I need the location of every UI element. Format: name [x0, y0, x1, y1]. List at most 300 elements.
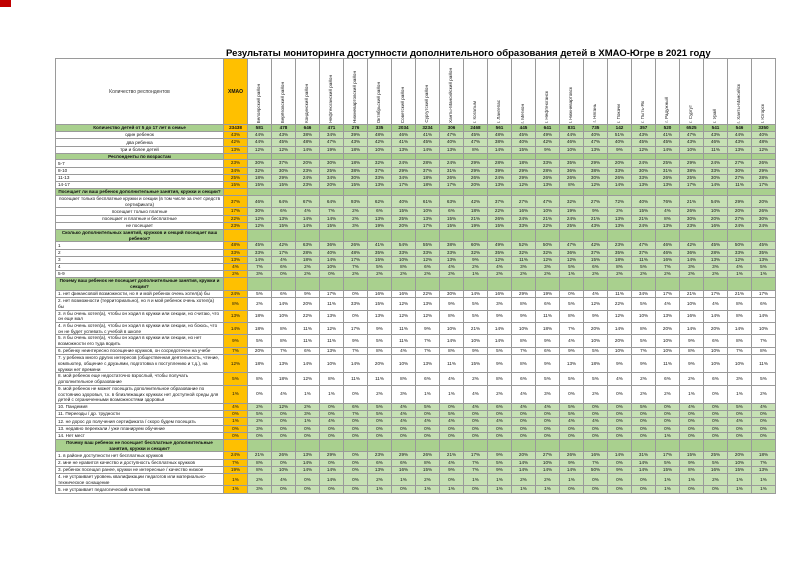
data-cell[interactable]: 51% [608, 132, 632, 139]
data-cell[interactable]: 18% [248, 323, 272, 335]
data-cell[interactable]: 9% [536, 335, 560, 347]
row-label[interactable]: 7. у ребенка много других интересов (общественная деятельность, чтение, компьютер, общение с друзьями, подготовка к поступлению и т.д.), на кружки нет времени [56, 355, 224, 373]
data-cell[interactable]: 20% [608, 335, 632, 347]
section-label[interactable]: Количество детей от 5 до 17 лет в семье [56, 125, 224, 132]
section-cell[interactable] [560, 278, 584, 290]
section-cell[interactable] [584, 153, 608, 160]
data-cell[interactable]: 4% [464, 404, 488, 411]
data-cell[interactable]: 2% [536, 473, 560, 485]
data-cell[interactable]: 45% [416, 139, 440, 146]
row-label[interactable]: два ребенка [56, 139, 224, 146]
data-cell[interactable]: 47% [464, 139, 488, 146]
data-cell[interactable]: 13% [656, 310, 680, 322]
section-cell[interactable] [512, 153, 536, 160]
section-cell[interactable]: 831 [560, 125, 584, 132]
data-cell[interactable]: 2% [512, 473, 536, 485]
data-cell[interactable]: 11% [752, 355, 776, 373]
data-cell[interactable]: 1% [224, 486, 248, 493]
data-cell[interactable]: 17% [416, 222, 440, 229]
corner-header-cell[interactable]: Количество респондентов [56, 59, 224, 125]
data-cell[interactable]: 26% [752, 208, 776, 215]
section-cell[interactable] [752, 230, 776, 242]
data-cell[interactable]: 0% [392, 425, 416, 432]
data-cell[interactable]: 1% [416, 385, 440, 403]
data-cell[interactable]: 14% [488, 323, 512, 335]
data-cell[interactable]: 0% [440, 473, 464, 485]
data-cell[interactable]: 18% [584, 355, 608, 373]
data-cell[interactable]: 13% [440, 256, 464, 263]
data-cell[interactable]: 2% [752, 385, 776, 403]
section-cell[interactable] [512, 278, 536, 290]
section-cell[interactable]: 276 [344, 125, 368, 132]
section-cell[interactable]: 520 [656, 125, 680, 132]
data-cell[interactable]: 15% [392, 208, 416, 215]
data-cell[interactable]: 10% [392, 355, 416, 373]
data-cell[interactable]: 9% [680, 335, 704, 347]
data-cell[interactable]: 44% [248, 132, 272, 139]
data-cell[interactable]: 35% [560, 160, 584, 167]
data-cell[interactable]: 45% [656, 139, 680, 146]
column-header-district[interactable] [368, 59, 392, 125]
data-cell[interactable]: 8% [488, 373, 512, 385]
data-cell[interactable]: 13% [272, 355, 296, 373]
data-cell[interactable]: 16% [512, 208, 536, 215]
data-cell[interactable]: 61% [416, 195, 440, 207]
data-cell[interactable]: 8% [656, 215, 680, 222]
data-cell[interactable]: 27% [512, 195, 536, 207]
data-cell[interactable]: 40% [320, 249, 344, 256]
data-cell[interactable]: 20% [464, 182, 488, 189]
data-cell[interactable]: 24% [728, 222, 752, 229]
data-cell[interactable]: 5% [368, 404, 392, 411]
data-cell[interactable]: 10% [680, 146, 704, 153]
data-cell[interactable]: 0% [704, 432, 728, 439]
data-cell[interactable]: 5% [728, 404, 752, 411]
data-cell[interactable]: 30% [272, 167, 296, 174]
column-header-hmao[interactable] [224, 59, 248, 125]
data-cell[interactable]: 54% [704, 195, 728, 207]
data-cell[interactable]: 12% [416, 310, 440, 322]
data-cell[interactable]: 49% [536, 132, 560, 139]
data-cell[interactable]: 2% [656, 385, 680, 403]
data-cell[interactable]: 3% [536, 385, 560, 403]
data-cell[interactable]: 14% [608, 182, 632, 189]
data-cell[interactable]: 6% [704, 373, 728, 385]
data-cell[interactable]: 29% [584, 160, 608, 167]
section-cell[interactable] [512, 439, 536, 451]
data-cell[interactable]: 4% [584, 418, 608, 425]
section-cell[interactable] [728, 153, 752, 160]
data-cell[interactable]: 4% [440, 264, 464, 271]
data-cell[interactable]: 0% [464, 432, 488, 439]
data-cell[interactable]: 0% [560, 425, 584, 432]
data-cell[interactable]: 14% [248, 256, 272, 263]
data-cell[interactable]: 0% [368, 432, 392, 439]
data-cell[interactable]: 5% [632, 298, 656, 310]
data-cell[interactable]: 13% [704, 256, 728, 263]
data-cell[interactable]: 2% [368, 473, 392, 485]
data-cell[interactable]: 6% [440, 208, 464, 215]
data-cell[interactable]: 13% [536, 182, 560, 189]
data-cell[interactable]: 26% [752, 160, 776, 167]
data-cell[interactable]: 0% [344, 385, 368, 403]
data-cell[interactable]: 24% [392, 160, 416, 167]
data-cell[interactable]: 2% [344, 215, 368, 222]
data-cell[interactable]: 14% [224, 323, 248, 335]
section-cell[interactable] [584, 278, 608, 290]
data-cell[interactable]: 8% [272, 335, 296, 347]
data-cell[interactable]: 10% [320, 264, 344, 271]
data-cell[interactable]: 0% [272, 411, 296, 418]
data-cell[interactable]: 0% [488, 411, 512, 418]
data-cell[interactable]: 14% [488, 146, 512, 153]
data-cell[interactable]: 1% [296, 385, 320, 403]
data-cell[interactable]: 43% [272, 132, 296, 139]
data-cell[interactable]: 13% [584, 146, 608, 153]
data-cell[interactable]: 7% [224, 347, 248, 354]
data-cell[interactable]: 5% [560, 411, 584, 418]
section-cell[interactable] [680, 230, 704, 242]
data-cell[interactable]: 3% [680, 264, 704, 271]
data-cell[interactable]: 3% [536, 264, 560, 271]
section-cell[interactable] [632, 189, 656, 196]
data-cell[interactable]: 15% [680, 452, 704, 459]
data-cell[interactable]: 9% [632, 355, 656, 373]
section-cell[interactable]: 335 [368, 125, 392, 132]
data-cell[interactable]: 1% [728, 271, 752, 278]
column-header-district[interactable] [728, 59, 752, 125]
data-cell[interactable]: 2% [248, 418, 272, 425]
data-cell[interactable]: 25% [224, 174, 248, 181]
data-cell[interactable]: 12% [488, 256, 512, 263]
data-cell[interactable]: 0% [224, 425, 248, 432]
data-cell[interactable]: 24% [224, 290, 248, 297]
data-cell[interactable]: 0% [536, 411, 560, 418]
data-cell[interactable]: 1% [464, 473, 488, 485]
data-cell[interactable]: 20% [368, 355, 392, 373]
data-cell[interactable]: 8% [392, 264, 416, 271]
column-header-district[interactable] [752, 59, 776, 125]
data-cell[interactable]: 42% [464, 195, 488, 207]
data-cell[interactable]: 3% [296, 411, 320, 418]
data-cell[interactable]: 13% [416, 298, 440, 310]
data-cell[interactable]: 2% [392, 271, 416, 278]
data-cell[interactable]: 0% [344, 486, 368, 493]
data-cell[interactable]: 6% [512, 373, 536, 385]
data-cell[interactable]: 0% [752, 418, 776, 425]
data-cell[interactable]: 40% [608, 139, 632, 146]
data-cell[interactable]: 4% [224, 404, 248, 411]
data-cell[interactable]: 0% [488, 432, 512, 439]
section-cell[interactable]: 357 [632, 125, 656, 132]
row-label[interactable]: 3. ребенок посещал ранее, кружки не интересные / качество низкое [56, 466, 224, 473]
section-cell[interactable] [512, 189, 536, 196]
data-cell[interactable]: 0% [224, 432, 248, 439]
data-cell[interactable]: 22% [608, 298, 632, 310]
data-cell[interactable]: 20% [656, 323, 680, 335]
data-cell[interactable]: 10% [656, 347, 680, 354]
data-cell[interactable]: 13% [656, 222, 680, 229]
data-cell[interactable]: 33% [512, 222, 536, 229]
data-cell[interactable]: 7% [560, 323, 584, 335]
data-cell[interactable]: 0% [560, 486, 584, 493]
data-cell[interactable]: 0% [440, 404, 464, 411]
data-cell[interactable]: 12% [416, 256, 440, 263]
column-header-district[interactable] [344, 59, 368, 125]
data-cell[interactable]: 29% [464, 160, 488, 167]
data-cell[interactable]: 7% [224, 459, 248, 466]
data-cell[interactable]: 47% [536, 195, 560, 207]
data-cell[interactable]: 14% [512, 466, 536, 473]
row-label[interactable]: 8-10 [56, 167, 224, 174]
data-cell[interactable]: 17% [440, 182, 464, 189]
data-cell[interactable]: 45% [704, 242, 728, 249]
row-label[interactable]: 13. недавно переехали / уже планируем обучение [56, 425, 224, 432]
data-cell[interactable]: 0% [344, 466, 368, 473]
data-cell[interactable]: 1% [296, 418, 320, 425]
data-cell[interactable]: 29% [392, 167, 416, 174]
data-cell[interactable]: 14% [608, 323, 632, 335]
data-cell[interactable]: 0% [704, 385, 728, 403]
data-cell[interactable]: 8% [248, 459, 272, 466]
data-cell[interactable]: 35% [488, 249, 512, 256]
data-cell[interactable]: 13% [632, 182, 656, 189]
data-cell[interactable]: 1% [392, 473, 416, 485]
data-cell[interactable]: 0% [752, 411, 776, 418]
data-cell[interactable]: 43% [344, 139, 368, 146]
data-cell[interactable]: 76% [656, 195, 680, 207]
data-cell[interactable]: 14% [320, 466, 344, 473]
data-cell[interactable]: 42% [536, 139, 560, 146]
section-cell[interactable] [560, 189, 584, 196]
section-cell[interactable]: 471 [320, 125, 344, 132]
data-cell[interactable]: 43% [632, 132, 656, 139]
data-cell[interactable]: 4% [608, 373, 632, 385]
data-cell[interactable]: 27% [584, 195, 608, 207]
data-cell[interactable]: 25% [704, 452, 728, 459]
data-cell[interactable]: 17% [320, 290, 344, 297]
section-cell[interactable] [440, 278, 464, 290]
section-cell[interactable] [536, 189, 560, 196]
data-cell[interactable]: 28% [296, 249, 320, 256]
column-header-district[interactable] [680, 59, 704, 125]
data-cell[interactable]: 15% [416, 466, 440, 473]
data-cell[interactable]: 5% [248, 335, 272, 347]
data-cell[interactable]: 9% [488, 466, 512, 473]
data-cell[interactable]: 46% [656, 249, 680, 256]
data-cell[interactable]: 26% [344, 242, 368, 249]
data-cell[interactable]: 0% [296, 486, 320, 493]
section-cell[interactable] [248, 278, 272, 290]
data-cell[interactable]: 5% [536, 373, 560, 385]
data-cell[interactable]: 0% [632, 418, 656, 425]
section-cell[interactable] [584, 439, 608, 451]
data-cell[interactable]: 0% [632, 432, 656, 439]
data-cell[interactable]: 10% [632, 310, 656, 322]
data-cell[interactable]: 16% [368, 290, 392, 297]
data-cell[interactable]: 11% [320, 335, 344, 347]
data-cell[interactable]: 33% [440, 249, 464, 256]
data-cell[interactable]: 20% [728, 452, 752, 459]
data-cell[interactable]: 14% [560, 466, 584, 473]
data-cell[interactable]: 1% [656, 486, 680, 493]
data-cell[interactable]: 13% [296, 452, 320, 459]
data-cell[interactable]: 4% [440, 373, 464, 385]
data-cell[interactable]: 29% [728, 195, 752, 207]
data-cell[interactable]: 1% [560, 473, 584, 485]
section-cell[interactable] [560, 230, 584, 242]
section-cell[interactable] [728, 439, 752, 451]
section-cell[interactable] [632, 153, 656, 160]
data-cell[interactable]: 12% [224, 355, 248, 373]
data-cell[interactable]: 0% [344, 473, 368, 485]
data-cell[interactable]: 47% [560, 242, 584, 249]
data-cell[interactable]: 40% [512, 139, 536, 146]
section-cell[interactable] [728, 189, 752, 196]
data-cell[interactable]: 22% [224, 215, 248, 222]
data-cell[interactable]: 0% [512, 432, 536, 439]
row-label[interactable]: 1. нет финансовой возможности, но я и мой ребенок очень хотел(а) бы [56, 290, 224, 297]
data-cell[interactable]: 15% [440, 222, 464, 229]
data-cell[interactable]: 31% [440, 167, 464, 174]
section-cell[interactable] [368, 439, 392, 451]
data-cell[interactable]: 6% [536, 298, 560, 310]
section-cell[interactable] [752, 189, 776, 196]
data-cell[interactable]: 4% [704, 298, 728, 310]
section-cell[interactable] [488, 230, 512, 242]
data-cell[interactable]: 0% [656, 411, 680, 418]
data-cell[interactable]: 13% [224, 310, 248, 322]
data-cell[interactable]: 8% [392, 373, 416, 385]
data-cell[interactable]: 30% [440, 290, 464, 297]
data-cell[interactable]: 10% [704, 347, 728, 354]
section-cell[interactable] [632, 278, 656, 290]
data-cell[interactable]: 22% [416, 290, 440, 297]
section-label[interactable]: Почему ваш ребенок не посещает дополнительные занятия, кружки и секции? [56, 278, 224, 290]
data-cell[interactable]: 13% [728, 146, 752, 153]
section-cell[interactable] [536, 439, 560, 451]
column-header-district[interactable] [656, 59, 680, 125]
data-cell[interactable]: 8% [368, 347, 392, 354]
data-cell[interactable]: 19% [464, 222, 488, 229]
data-cell[interactable]: 10% [464, 335, 488, 347]
data-cell[interactable]: 7% [752, 459, 776, 466]
data-cell[interactable]: 31% [656, 167, 680, 174]
data-cell[interactable]: 24% [560, 215, 584, 222]
column-header-district[interactable] [488, 59, 512, 125]
data-cell[interactable]: 8% [560, 182, 584, 189]
section-cell[interactable] [680, 439, 704, 451]
data-cell[interactable]: 28% [416, 160, 440, 167]
data-cell[interactable]: 10% [752, 323, 776, 335]
data-cell[interactable]: 0% [584, 404, 608, 411]
data-cell[interactable]: 10% [536, 208, 560, 215]
data-cell[interactable]: 62% [368, 195, 392, 207]
data-cell[interactable]: 9% [440, 466, 464, 473]
data-cell[interactable]: 48% [224, 242, 248, 249]
data-cell[interactable]: 0% [728, 411, 752, 418]
row-label[interactable]: 2. нет возможности (территориально), но я и мой ребенок очень хотел(а) бы [56, 298, 224, 310]
data-cell[interactable]: 63% [440, 195, 464, 207]
data-cell[interactable]: 0% [656, 404, 680, 411]
data-cell[interactable]: 11% [704, 146, 728, 153]
data-cell[interactable]: 2% [632, 271, 656, 278]
data-cell[interactable]: 21% [728, 290, 752, 297]
data-cell[interactable]: 5% [464, 298, 488, 310]
data-cell[interactable]: 55% [416, 242, 440, 249]
data-cell[interactable]: 18% [248, 355, 272, 373]
data-cell[interactable]: 0% [656, 418, 680, 425]
data-cell[interactable]: 43% [584, 222, 608, 229]
data-cell[interactable]: 0% [608, 425, 632, 432]
data-cell[interactable]: 4% [536, 404, 560, 411]
data-cell[interactable]: 40% [584, 132, 608, 139]
section-cell[interactable] [464, 189, 488, 196]
data-cell[interactable]: 23% [296, 182, 320, 189]
data-cell[interactable]: 0% [512, 411, 536, 418]
data-cell[interactable]: 4% [392, 404, 416, 411]
data-cell[interactable]: 17% [704, 290, 728, 297]
data-cell[interactable]: 24% [512, 215, 536, 222]
data-cell[interactable]: 2% [248, 473, 272, 485]
data-cell[interactable]: 21% [584, 215, 608, 222]
data-cell[interactable]: 21% [464, 323, 488, 335]
data-cell[interactable]: 33% [536, 160, 560, 167]
data-cell[interactable]: 0% [608, 411, 632, 418]
data-cell[interactable]: 0% [272, 425, 296, 432]
data-cell[interactable]: 16% [704, 466, 728, 473]
section-cell[interactable] [416, 439, 440, 451]
data-cell[interactable]: 2% [368, 271, 392, 278]
data-cell[interactable]: 14% [512, 459, 536, 466]
data-cell[interactable]: 0% [416, 432, 440, 439]
section-cell[interactable] [704, 278, 728, 290]
data-cell[interactable]: 11% [296, 335, 320, 347]
data-cell[interactable]: 1% [512, 486, 536, 493]
section-cell[interactable] [296, 230, 320, 242]
data-cell[interactable]: 93% [344, 195, 368, 207]
data-cell[interactable]: 7% [344, 411, 368, 418]
data-cell[interactable]: 10% [536, 459, 560, 466]
data-cell[interactable]: 5% [368, 411, 392, 418]
data-cell[interactable]: 6% [272, 264, 296, 271]
data-cell[interactable]: 0% [752, 425, 776, 432]
data-cell[interactable]: 38% [440, 242, 464, 249]
section-cell[interactable] [536, 278, 560, 290]
data-cell[interactable]: 0% [488, 425, 512, 432]
data-cell[interactable]: 0% [536, 432, 560, 439]
data-cell[interactable]: 41% [392, 139, 416, 146]
data-cell[interactable]: 0% [536, 425, 560, 432]
data-cell[interactable]: 0% [416, 425, 440, 432]
data-cell[interactable]: 9% [368, 323, 392, 335]
data-cell[interactable]: 0% [536, 418, 560, 425]
data-cell[interactable]: 60% [464, 242, 488, 249]
data-cell[interactable]: 29% [752, 167, 776, 174]
data-cell[interactable]: 12% [392, 310, 416, 322]
data-cell[interactable]: 17% [392, 182, 416, 189]
row-label[interactable]: 12. не дорос до получения сертификата / скоро будем посещать [56, 418, 224, 425]
data-cell[interactable]: 15% [464, 355, 488, 373]
data-cell[interactable]: 3% [728, 373, 752, 385]
data-cell[interactable]: 10% [656, 335, 680, 347]
data-cell[interactable]: 44% [728, 132, 752, 139]
data-cell[interactable]: 0% [632, 473, 656, 485]
data-cell[interactable]: 2% [296, 404, 320, 411]
section-cell[interactable] [224, 153, 248, 160]
data-cell[interactable]: 18% [464, 208, 488, 215]
data-cell[interactable]: 18% [272, 373, 296, 385]
